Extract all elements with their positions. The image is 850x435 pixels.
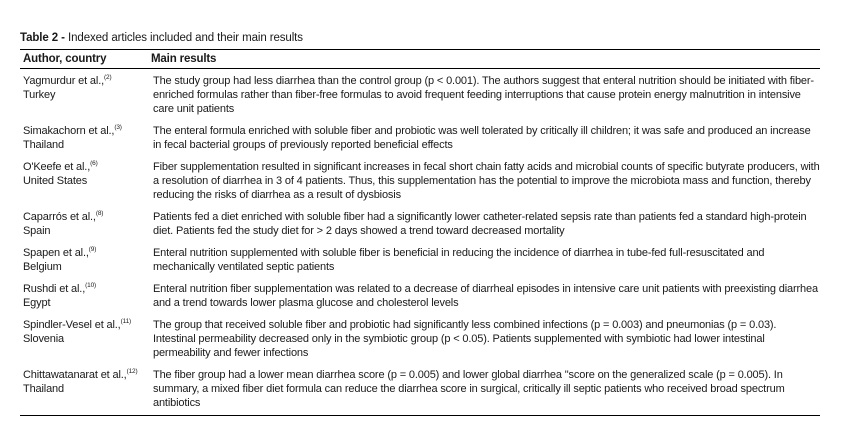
author-country: Turkey (23, 89, 56, 101)
reference-number: (6) (90, 160, 98, 167)
table-row (20, 205, 820, 241)
table-caption-label: Table 2 - (20, 32, 65, 44)
table-header-row (20, 50, 820, 69)
reference-number: (8) (95, 210, 104, 217)
table-caption-text: Indexed articles included and their main results (64, 32, 303, 44)
author-name: Spapen et al., (23, 247, 89, 259)
reference-number: (9) (88, 246, 97, 253)
author-name: Rushdi et al., (23, 283, 86, 295)
author-cell (20, 277, 148, 313)
table-row (20, 119, 820, 155)
main-result-cell: The group that received soluble fiber and probiotic had significantly less combined infections (p = 0.003) and pneumonias (p = 0.03). Intestinal permeability decreased only in the symbiotic group (p < 0.05). Patients supplemented with symbiotic had lower intestinal permeability and fewer infections (153, 319, 777, 359)
author-cell (20, 241, 148, 277)
author-cell (20, 69, 148, 120)
table-row (20, 155, 820, 205)
table-row (20, 241, 820, 277)
reference-number: (3) (114, 124, 122, 131)
author-name: O'Keefe et al., (23, 161, 91, 173)
reference-number: (10) (85, 282, 97, 289)
author-country: Thailand (23, 139, 64, 151)
main-result-cell: The enteral formula enriched with soluble fiber and probiotic was well tolerated by critically ill children; it was safe and produced an increase in fecal bacterial groups of previously reported beneficial effects (153, 125, 811, 151)
reference-number: (11) (120, 318, 132, 325)
author-name: Yagmurdur et al., (23, 75, 105, 87)
author-cell (20, 363, 148, 416)
main-result-cell: Enteral nutrition fiber supplementation was related to a decrease of diarrheal episodes in intensive care unit patients with preexisting diarrhea and a trend towards lower plasma glucose and cholesterol levels (153, 283, 818, 309)
results-table (20, 49, 820, 416)
author-country: Thailand (23, 383, 64, 395)
author-country: United States (23, 175, 88, 187)
main-result-cell: The study group had less diarrhea than the control group (p < 0.001). The authors suggest that enteral nutrition should be initiated with fiber-enriched formulas rather than fiber-free formulas to avoid frequent feeding interruptions that cause protein energy malnutrition in intensive care unit patients (153, 75, 814, 115)
table-row (20, 277, 820, 313)
author-country: Spain (23, 225, 51, 237)
table-row (20, 363, 820, 416)
header-author-country: Author, country (20, 50, 148, 69)
author-name: Spindler-Vesel et al., (23, 319, 121, 331)
table-row (20, 313, 820, 363)
author-name: Chittawatanarat et al., (23, 369, 127, 381)
author-cell (20, 313, 148, 363)
author-country: Belgium (23, 261, 62, 273)
table-body (20, 69, 820, 416)
table-caption (20, 32, 820, 44)
header-main-results: Main results (148, 50, 820, 69)
author-cell (20, 205, 148, 241)
author-cell (20, 155, 148, 205)
reference-number: (12) (126, 368, 138, 375)
author-name: Simakachorn et al., (23, 125, 115, 137)
main-result-cell: Enteral nutrition supplemented with soluble fiber is beneficial in reducing the incidence of diarrhea in tube-fed full-resuscitated and mechanically ventilated septic patients (153, 247, 765, 273)
main-result-cell: Fiber supplementation resulted in significant increases in fecal short chain fatty acids and microbial counts of specific butyrate producers, with a resolution of diarrhea in 3 of 4 patients. Thus, this supplementation has the potential to improve the microbiota mass and function, thereby reducing the risks of diarrhea as a result of dysbiosis (153, 161, 820, 201)
reference-number: (2) (104, 74, 112, 81)
main-result-cell: Patients fed a diet enriched with soluble fiber had a significantly lower catheter-related sepsis rate than patients fed a standard high-protein diet. Patients fed the study diet for > 2 days showed a trend toward decreased mortality (153, 211, 807, 237)
author-name: Caparrós et al., (23, 211, 96, 223)
author-country: Slovenia (23, 333, 64, 345)
main-result-cell: The fiber group had a lower mean diarrhea score (p = 0.005) and lower global diarrhea "score on the generalized scale (p = 0.005). In summary, a mixed fiber diet formula can reduce the diarrhea score in surgical, critically ill septic patients who received broad spectrum antibiotics (148, 363, 820, 416)
table-row (20, 69, 820, 120)
author-cell (20, 119, 148, 155)
author-country: Egypt (23, 297, 51, 309)
